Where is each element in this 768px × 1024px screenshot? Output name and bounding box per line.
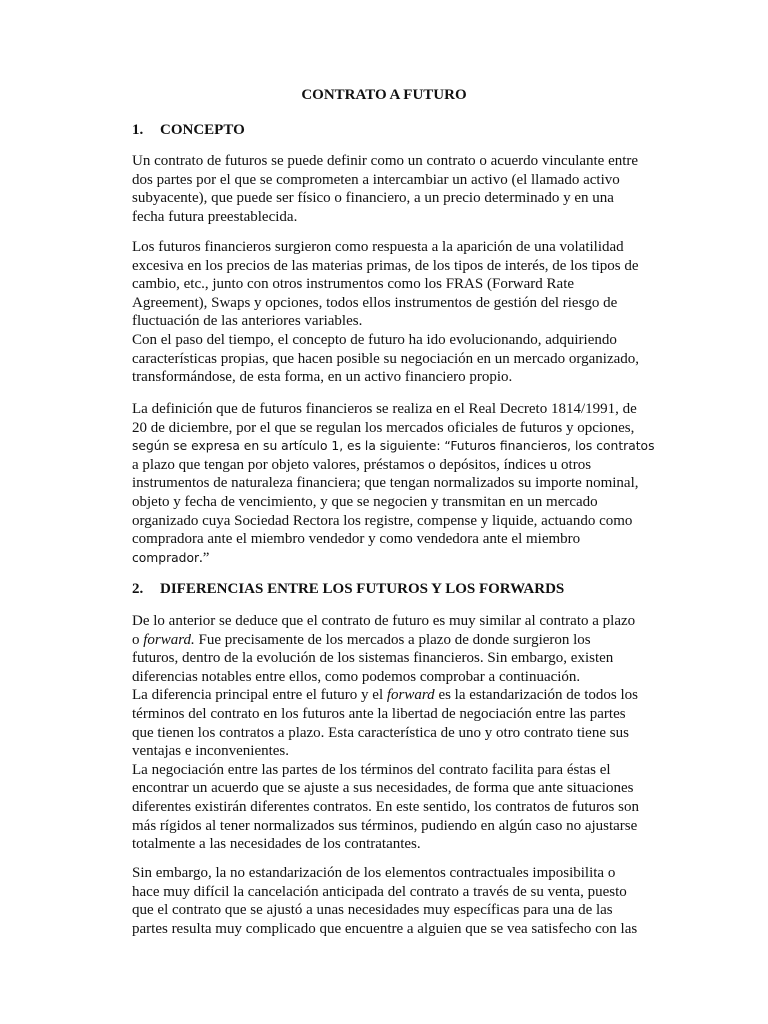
text-line: diferencias notables entre ellos, como podemos comprobar a continuación. — [132, 668, 581, 685]
text-line: subyacente), que puede ser físico o financiero, a un precio determinado y en una — [132, 190, 614, 207]
text-line: excesiva en los precios de las materias primas, de los tipos de interés, de los tipos de — [132, 257, 639, 274]
text-fragment: Fue precisamente de los mercados a plazo de donde surgieron los — [194, 631, 591, 648]
section-2-heading — [132, 580, 564, 598]
text-line: De lo anterior se deduce que el contrato de futuro es muy similar al contrato a plazo — [132, 613, 636, 629]
section-2-paragraph-2 — [132, 864, 662, 938]
text-line: Agreement), Swaps y opciones, todos ellos instrumentos de gestión del riesgo de — [132, 294, 618, 311]
text-line: encontrar un acuerdo que se ajuste a sus necesidades, de forma que ante situaciones — [132, 780, 634, 797]
text-line: diferentes existirán diferentes contratos. En este sentido, los contratos de futuros son — [132, 798, 639, 815]
text-fragment-italic: forward. — [143, 631, 195, 648]
text-line: dos partes por el que se comprometen a intercambiar un activo (el llamado activo — [132, 171, 620, 188]
text-line: cambio, etc., junto con otros instrumentos como los FRAS (Forward Rate — [132, 276, 575, 293]
text-fragment: o — [132, 631, 144, 648]
text-line: organizado cuya Sociedad Rectora los registre, compense y liquide, actuando como — [132, 512, 633, 529]
text-fragment: es la estandarización de todos los — [434, 687, 638, 704]
text-line: totalmente a las necesidades de los contratantes. — [132, 836, 421, 853]
text-line: compradora ante el miembro vendedor y como vendedora ante el miembro — [132, 531, 581, 548]
text-line: transformándose, de esta forma, en un activo financiero propio. — [132, 369, 513, 386]
section-1-title: CONCEPTO — [160, 122, 245, 138]
text-line: que el contrato que se ajustó a unas necesidades muy específicas para una de las — [132, 902, 613, 919]
section-1-paragraph-1 — [132, 152, 662, 226]
text-fragment-italic: forward — [386, 687, 435, 704]
section-1-paragraph-3 — [132, 400, 662, 567]
text-line: instrumentos de naturaleza financiera; que tengan normalizados su importe nominal, — [132, 475, 639, 492]
section-1-paragraph-2 — [132, 238, 662, 387]
text-line: La negociación entre las partes de los términos del contrato facilita para éstas el — [132, 761, 611, 778]
text-line-last — [132, 549, 662, 568]
text-line — [132, 686, 662, 705]
text-line: 20 de diciembre, por el que se regulan los mercados oficiales de futuros y opciones, — [132, 419, 635, 436]
text-line: a plazo que tengan por objeto valores, préstamos o depósitos, índices u otros — [132, 456, 592, 473]
section-1-heading — [132, 121, 245, 139]
text-line: ventajas e inconvenientes. — [132, 743, 290, 760]
text-line: Los futuros financieros surgieron como respuesta a la aparición de una volatilidad — [132, 239, 624, 255]
text-fragment: La diferencia principal entre el futuro y el — [132, 687, 387, 704]
text-line: más rígidos al tener normalizados sus términos, pudiendo en algún caso no ajustarse — [132, 817, 638, 834]
text-line: objeto y fecha de vencimiento, y que se negocien y transmitan en un mercado — [132, 493, 598, 510]
text-line — [132, 631, 662, 650]
section-2-number: 2. — [132, 581, 144, 597]
text-line: Sin embargo, la no estandarización de los elementos contractuales imposibilita o — [132, 865, 616, 881]
section-1-number: 1. — [132, 122, 144, 138]
text-line: La definición que de futuros financieros se realiza en el Real Decreto 1814/1991, de — [132, 401, 637, 417]
text-line: características propias, que hacen posible su negociación en un mercado organizado, — [132, 350, 640, 367]
text-line: fluctuación de las anteriores variables. — [132, 313, 363, 330]
text-line: Con el paso del tiempo, el concepto de futuro ha ido evolucionando, adquiriendo — [132, 331, 617, 348]
text-line-sans: según se expresa en su artículo 1, es la siguiente: “Futuros financieros, los contratos — [132, 439, 655, 454]
section-2-title: DIFERENCIAS ENTRE LOS FUTUROS Y LOS FORWARDS — [160, 581, 565, 597]
text-line: Un contrato de futuros se puede definir como un contrato o acuerdo vinculante entre — [132, 153, 639, 169]
document-title: CONTRATO A FUTURO — [301, 87, 467, 103]
text-fragment-sans: comprador — [132, 550, 200, 565]
text-line: que tienen los contratos a plazo. Esta característica de uno y otro contrato tiene sus — [132, 724, 629, 741]
text-line: partes resulta muy complicado que encuentre a alguien que se vea satisfecho con las — [132, 920, 638, 937]
text-line: términos del contrato en los futuros ante la libertad de negociación entre las partes — [132, 705, 626, 722]
text-line: fecha futura preestablecida. — [132, 208, 298, 225]
text-line: hace muy difícil la cancelación anticipada del contrato a través de su venta, puesto — [132, 883, 627, 900]
section-2-paragraph-1 — [132, 612, 662, 854]
text-line: futuros, dentro de la evolución de los sistemas financieros. Sin embargo, existen — [132, 650, 614, 667]
text-fragment: .” — [199, 549, 210, 566]
